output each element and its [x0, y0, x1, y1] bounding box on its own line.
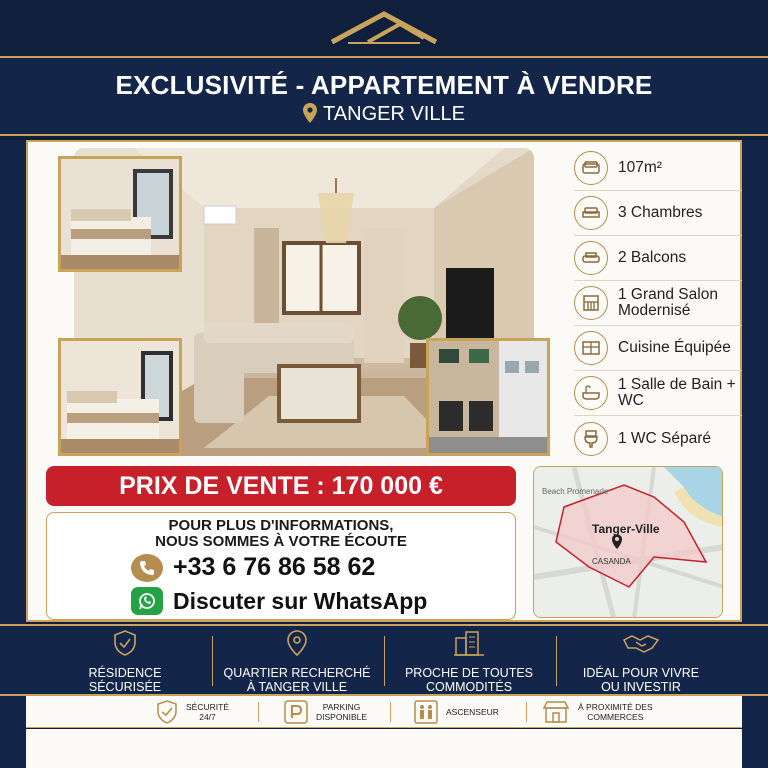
area-icon — [574, 151, 608, 185]
parking-icon — [284, 700, 308, 724]
phone-link[interactable] — [131, 553, 375, 582]
building-exterior-photo — [426, 338, 550, 456]
feature-wc-text: 1 WC Séparé — [618, 429, 712, 447]
feature-living-room — [574, 281, 742, 326]
listing-card — [26, 140, 742, 622]
amenity-security — [156, 698, 229, 726]
price-banner: PRIX DE VENTE : 170 000 € — [46, 466, 516, 506]
amenity-elevator — [414, 698, 499, 726]
highlight-district — [222, 626, 372, 694]
features-list — [574, 146, 742, 461]
feature-wc — [574, 416, 742, 461]
map-city-label: Tanger-Ville — [592, 522, 660, 536]
shield-icon — [60, 626, 190, 656]
feature-kitchen-text: Cuisine Équipée — [618, 339, 731, 356]
toilet-icon — [574, 422, 608, 456]
whatsapp-link[interactable] — [131, 587, 427, 615]
amenity-parking-line1: PARKING — [322, 702, 361, 712]
header — [0, 0, 768, 140]
amenities-strip — [26, 696, 742, 728]
amenity-shops-line2: COMMERCES — [587, 712, 644, 722]
map-beach-label: Beach Promenade — [542, 487, 609, 496]
feature-area — [574, 146, 742, 191]
feature-bedrooms-text: 3 Chambres — [618, 204, 703, 221]
bedroom-photo-2 — [58, 338, 182, 456]
sofa-icon — [574, 241, 608, 275]
highlight-secure-line1: RÉSIDENCE — [88, 666, 162, 680]
feature-bathroom — [574, 371, 742, 416]
feature-bathroom-text: 1 Salle de Bain + WC — [618, 376, 736, 409]
whatsapp-icon — [131, 587, 163, 615]
highlight-secure — [60, 626, 190, 694]
amenity-shops-line1: À PROXIMITÉ DES — [578, 702, 653, 712]
feature-kitchen — [574, 326, 742, 371]
separator — [258, 702, 259, 722]
shield-check-icon — [156, 700, 178, 724]
separator — [556, 636, 557, 686]
elevator-icon — [414, 700, 438, 724]
contact-box — [46, 512, 516, 620]
location-pin-icon — [303, 103, 317, 123]
whatsapp-label: Discuter sur WhatsApp — [173, 587, 428, 614]
page-title: EXCLUSIVITÉ - APPARTEMENT À VENDRE — [115, 70, 653, 100]
header-band — [0, 56, 768, 136]
highlight-invest-line2: OU INVESTIR — [601, 680, 681, 694]
buildings-icon — [394, 626, 544, 656]
bathtub-icon — [574, 376, 608, 410]
kitchen-icon — [574, 331, 608, 365]
highlight-amenities-line1: PROCHE DE TOUTES — [404, 666, 534, 680]
highlight-district-line1: QUARTIER RECHERCHÉ — [223, 666, 371, 680]
feature-balconies — [574, 236, 742, 281]
amenity-security-line1: SÉCURITÉ — [186, 702, 229, 712]
separator — [384, 636, 385, 686]
highlight-district-line2: À TANGER VILLE — [246, 680, 348, 694]
highlight-secure-line2: SÉCURISÉE — [88, 680, 162, 694]
bed-icon — [574, 196, 608, 230]
location-line — [0, 103, 768, 126]
phone-number: +33 6 76 86 58 62 — [173, 553, 376, 581]
feature-area-text: 107m² — [618, 159, 662, 176]
amenity-security-line2: 24/7 — [199, 712, 216, 722]
amenity-elevator-line1: ASCENSEUR — [446, 707, 499, 717]
feature-living-room-text: 1 Grand Salon Modernisé — [618, 286, 718, 319]
amenity-parking — [284, 698, 367, 726]
feature-balconies-text: 2 Balcons — [618, 249, 687, 266]
contact-line-1: POUR PLUS D'INFORMATIONS, — [168, 517, 394, 534]
highlight-invest — [566, 626, 716, 694]
footer-panel — [26, 729, 742, 768]
phone-icon — [131, 554, 163, 582]
map-area-label: CASANDA — [592, 557, 631, 566]
balcony-icon — [574, 286, 608, 320]
highlight-amenities — [394, 626, 544, 694]
separator — [390, 702, 391, 722]
separator — [526, 702, 527, 722]
handshake-icon — [566, 626, 716, 656]
shop-icon — [542, 700, 570, 724]
feature-bedrooms — [574, 191, 742, 236]
amenity-parking-line2: DISPONIBLE — [316, 712, 368, 722]
separator — [212, 636, 213, 686]
location-pin-icon — [222, 626, 372, 656]
highlights-band — [0, 624, 768, 696]
bedroom-photo-1 — [58, 156, 182, 272]
contact-line-2: NOUS SOMMES À VOTRE ÉCOUTE — [155, 533, 407, 550]
location-text: TANGER VILLE — [323, 103, 465, 125]
house-roof-logo-icon — [328, 10, 440, 46]
amenity-shops — [542, 698, 653, 726]
highlight-invest-line1: IDÉAL POUR VIVRE — [582, 666, 700, 680]
location-map[interactable] — [533, 466, 723, 618]
highlight-amenities-line2: COMMODITÉS — [425, 680, 513, 694]
